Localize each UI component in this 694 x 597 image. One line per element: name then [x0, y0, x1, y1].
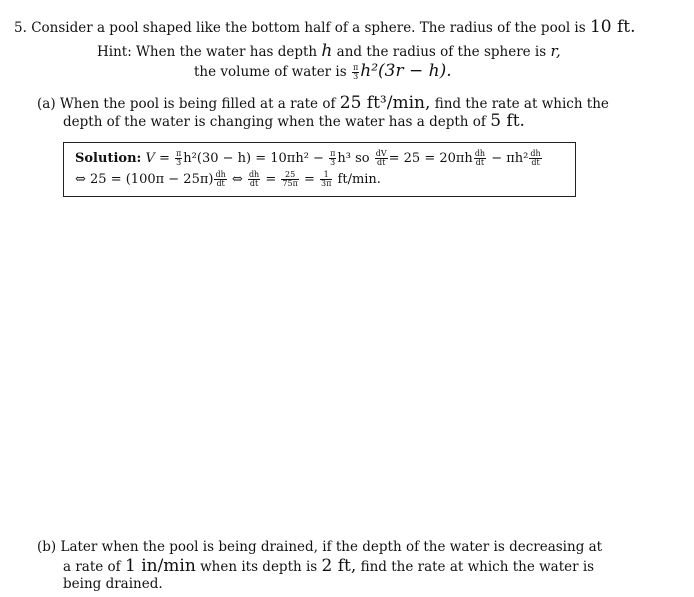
- sol-frac5: [529, 150, 541, 167]
- sol2-frac1: [214, 171, 226, 188]
- hint-prefix: Hint: When the water has depth: [97, 44, 318, 60]
- sol2-frac2-num: dh: [248, 170, 260, 179]
- volume-line: [194, 61, 452, 81]
- sol-frac5-num: dh: [530, 149, 541, 158]
- sol-frac2-den: 3: [330, 158, 336, 167]
- sol2-frac4-num: 1: [320, 171, 332, 180]
- part-b-line2: [63, 556, 594, 576]
- part-b-line3: [63, 576, 163, 592]
- part-a-depth: 5 ft.: [490, 111, 525, 131]
- sol2-frac2-den: dt: [249, 179, 259, 188]
- part-a-line2-text: depth of the water is changing when the water has a depth of: [63, 114, 486, 130]
- hint-mid: and the radius of the sphere is: [336, 44, 547, 60]
- part-b-suffix: find the rate at which the water is: [360, 559, 595, 575]
- sol-v-eq: V =: [145, 151, 170, 166]
- sol-frac4-num: dh: [474, 149, 486, 158]
- volume-prefix: the volume of water is: [194, 64, 347, 80]
- part-b-prefix: a rate of: [63, 559, 121, 575]
- part-a-prefix: When the pool is being filled at a rate of: [59, 96, 336, 112]
- sol2-frac1-num: dh: [215, 170, 226, 179]
- sol-expr3: = 25 = 20πh: [388, 151, 473, 166]
- part-a-line2: [63, 111, 525, 131]
- part-b-label: (b): [37, 539, 57, 555]
- solution-line2: [75, 171, 381, 188]
- sol-frac2-num: π: [330, 149, 336, 158]
- volume-frac-num: π: [352, 63, 359, 72]
- sol-frac2: [329, 150, 336, 167]
- part-b-line1: [37, 539, 602, 555]
- sol2-unit: ft/min.: [337, 172, 381, 187]
- solution-label: Solution:: [75, 151, 142, 166]
- part-b-depth: 2 ft,: [321, 556, 357, 576]
- part-b-mid: when its depth is: [200, 559, 318, 575]
- hint-r: r,: [550, 42, 561, 60]
- part-a-rate: 25 ft³/min,: [339, 93, 431, 113]
- sol2-frac4: [320, 171, 332, 188]
- sol2-expr1: ⇔ 25 = (100π − 25π): [75, 172, 214, 187]
- sol2-frac3-num: 25: [281, 171, 298, 180]
- part-a-label: (a): [37, 96, 56, 112]
- sol-frac1: [175, 150, 182, 167]
- hint-line: [97, 41, 561, 61]
- solution-line1: [75, 150, 543, 167]
- solution-box: [63, 142, 576, 197]
- problem-intro: Consider a pool shaped like the bottom half of a sphere. The radius of the pool is: [31, 20, 586, 36]
- part-b-line3-text: being drained.: [63, 576, 163, 592]
- sol-expr1: h²(30 − h) = 10πh² −: [183, 151, 324, 166]
- sol-frac1-den: 3: [176, 158, 182, 167]
- pool-radius: 10 ft.: [589, 17, 636, 37]
- sol2-frac3: [281, 171, 298, 188]
- part-a-suffix: find the rate at which the: [434, 96, 609, 112]
- sol2-frac2: [248, 171, 260, 188]
- sol-frac3-den: dt: [377, 158, 386, 167]
- hint-h: h: [321, 41, 333, 61]
- volume-frac-den: 3: [353, 72, 359, 81]
- part-b-rate: 1 in/min: [124, 556, 196, 576]
- volume-fraction: [352, 64, 359, 81]
- sol-frac4-den: dt: [475, 158, 485, 167]
- sol-expr2: h³ so: [337, 151, 370, 166]
- volume-expr: h²(3r − h).: [360, 61, 452, 81]
- sol2-expr3: =: [265, 172, 277, 187]
- problem-statement: [14, 17, 636, 37]
- sol2-frac1-den: dt: [216, 179, 225, 188]
- part-a-line1: [37, 93, 609, 113]
- sol-frac4: [474, 150, 486, 167]
- problem-number: 5.: [14, 20, 27, 36]
- sol-frac3: [375, 150, 388, 167]
- sol-frac1-num: π: [176, 149, 182, 158]
- sol2-frac4-den: 3π: [321, 179, 332, 188]
- sol-frac5-den: dt: [531, 158, 540, 167]
- sol-expr4: − πh²: [491, 151, 529, 166]
- sol2-expr2: ⇔: [231, 172, 243, 187]
- sol2-expr4: =: [303, 172, 315, 187]
- sol-frac3-num: dV: [375, 149, 387, 158]
- sol2-frac3-den: 75π: [282, 179, 298, 188]
- part-b-line1-text: Later when the pool is being drained, if the depth of the water is decreasing at: [60, 539, 603, 555]
